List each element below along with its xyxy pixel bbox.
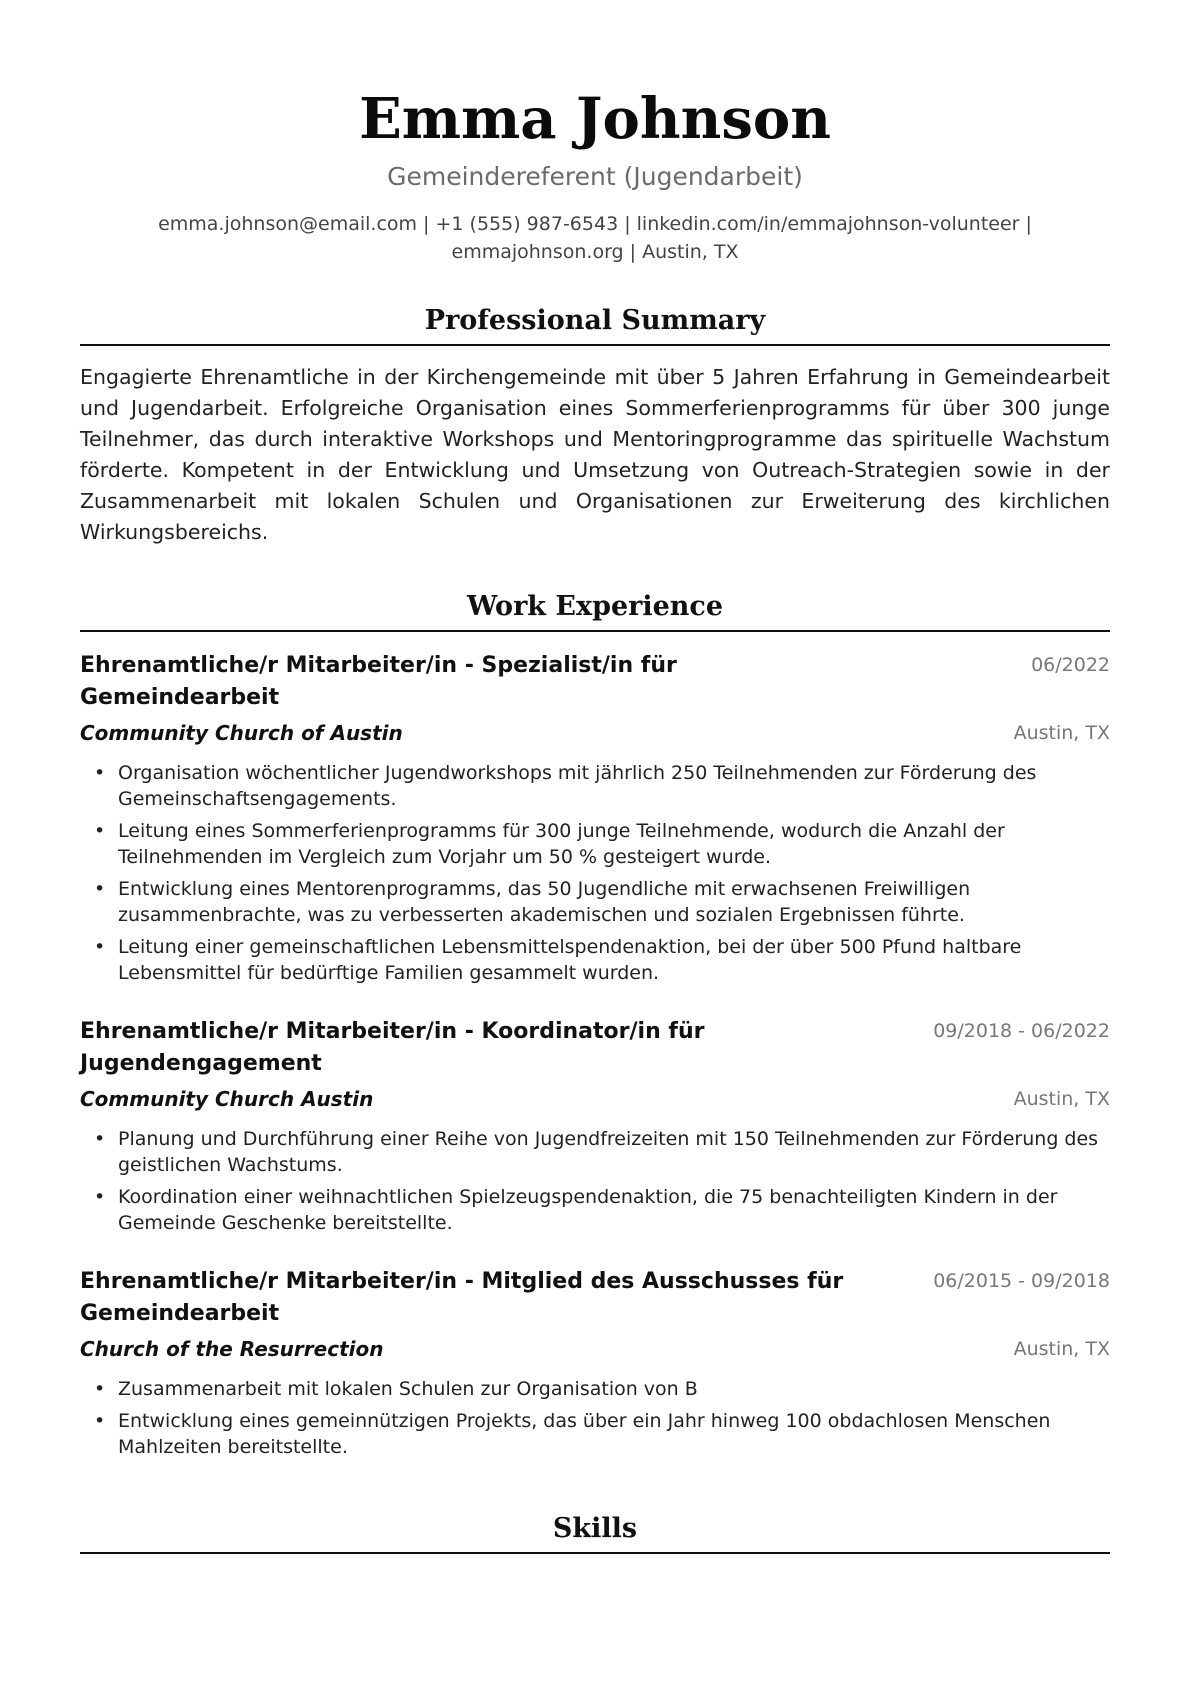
job-header (80, 1266, 1110, 1330)
bullet-item (80, 876, 1110, 928)
job-header (80, 650, 1110, 714)
candidate-name: Emma Johnson (359, 86, 831, 152)
job-date: 06/2022 (1031, 654, 1110, 676)
bullet-dot: • (94, 1128, 106, 1150)
job-bullets (80, 760, 1110, 986)
job-company: Community Church of Austin (80, 721, 403, 745)
skills-heading: Skills (80, 1510, 1110, 1554)
bullet-text: Planung und Durchführung einer Reihe von Jugendfreizeiten mit 150 Teilnehmenden zur Förderung des geistlichen Wachstums. (118, 1128, 1099, 1176)
job-subheader (80, 1084, 1110, 1114)
job-entry (80, 1016, 1110, 1236)
job-date: 09/2018 - 06/2022 (933, 1020, 1110, 1042)
summary-heading: Professional Summary (80, 302, 1110, 346)
job-subheader (80, 1334, 1110, 1364)
bullet-text: Koordination einer weihnachtlichen Spielzeugspendenaktion, die 75 benachteiligten Kindern in der Gemeinde Geschenke bereitstellte. (118, 1186, 1058, 1234)
bullet-item (80, 1408, 1110, 1460)
bullet-item (80, 934, 1110, 986)
bullet-text: Leitung eines Sommerferienprogramms für 300 junge Teilnehmende, wodurch die Anzahl der Teilnehmenden im Vergleich zum Vorjahr um 50 % gesteigert wurde. (118, 820, 1005, 868)
contact-line: emma.johnson@email.com | +1 (555) 987-6543 | linkedin.com/in/emmajohnson-volunteer | emmajohnson.org | Austin, TX (158, 213, 1032, 263)
job-date: 06/2015 - 09/2018 (933, 1270, 1110, 1292)
bullet-dot: • (94, 1378, 106, 1400)
job-location: Austin, TX (1013, 1088, 1110, 1110)
summary-text: Engagierte Ehrenamtliche in der Kirchengemeinde mit über 5 Jahren Erfahrung in Gemeindearbeit und Jugendarbeit. Erfolgreiche Organisation eines Sommerferienprogramms für über 300 junge Teilnehmer, das durch interaktive Workshops und Mentoringprogramme das spirituelle Wachstum förderte. Kompetent in der Entwicklung und Umsetzung von Outreach-Strategien sowie in der Zusammenarbeit mit lokalen Schulen und Organisationen zur Erweiterung des kirchlichen Wirkungsbereichs. (80, 365, 1110, 544)
job-bullets (80, 1126, 1110, 1236)
job-company: Community Church Austin (80, 1087, 374, 1111)
bullet-item (80, 1126, 1110, 1178)
bullet-text: Entwicklung eines gemeinnützigen Projekts, das über ein Jahr hinweg 100 obdachlosen Menschen Mahlzeiten bereitstellte. (118, 1410, 1051, 1458)
bullet-item (80, 818, 1110, 870)
job-subheader (80, 718, 1110, 748)
bullet-dot: • (94, 936, 106, 958)
bullet-text: Entwicklung eines Mentorenprogramms, das 50 Jugendliche mit erwachsenen Freiwilligen zusammenbrachte, was zu verbesserten akademischen und sozialen Ergebnissen führte. (118, 878, 971, 926)
job-entry (80, 650, 1110, 986)
job-company: Church of the Resurrection (80, 1337, 384, 1361)
bullet-text: Leitung einer gemeinschaftlichen Lebensmittelspendenaktion, bei der über 500 Pfund haltbare Lebensmittel für bedürftige Familien gesammelt wurden. (118, 936, 1022, 984)
candidate-title: Gemeindereferent (Jugendarbeit) (387, 162, 803, 191)
bullet-text: Organisation wöchentlicher Jugendworkshops mit jährlich 250 Teilnehmenden zur Förderung des Gemeinschaftsengagements. (118, 762, 1037, 810)
job-bullets (80, 1376, 1110, 1460)
bullet-dot: • (94, 1186, 106, 1208)
bullet-item (80, 760, 1110, 812)
bullet-item (80, 1376, 1110, 1402)
job-title: Ehrenamtliche/r Mitarbeiter/in - Koordinator/in für Jugendengagement (80, 1019, 705, 1076)
job-location: Austin, TX (1013, 722, 1110, 744)
bullet-dot: • (94, 762, 106, 784)
job-header (80, 1016, 1110, 1080)
work-experience-heading: Work Experience (80, 588, 1110, 632)
job-title: Ehrenamtliche/r Mitarbeiter/in - Mitglied des Ausschusses für Gemeindearbeit (80, 1269, 844, 1326)
job-title: Ehrenamtliche/r Mitarbeiter/in - Spezialist/in für Gemeindearbeit (80, 653, 677, 710)
bullet-text: Zusammenarbeit mit lokalen Schulen zur Organisation von B (118, 1378, 698, 1400)
bullet-dot: • (94, 1410, 106, 1432)
job-entry (80, 1266, 1110, 1460)
bullet-dot: • (94, 820, 106, 842)
bullet-dot: • (94, 878, 106, 900)
job-location: Austin, TX (1013, 1338, 1110, 1360)
bullet-item (80, 1184, 1110, 1236)
